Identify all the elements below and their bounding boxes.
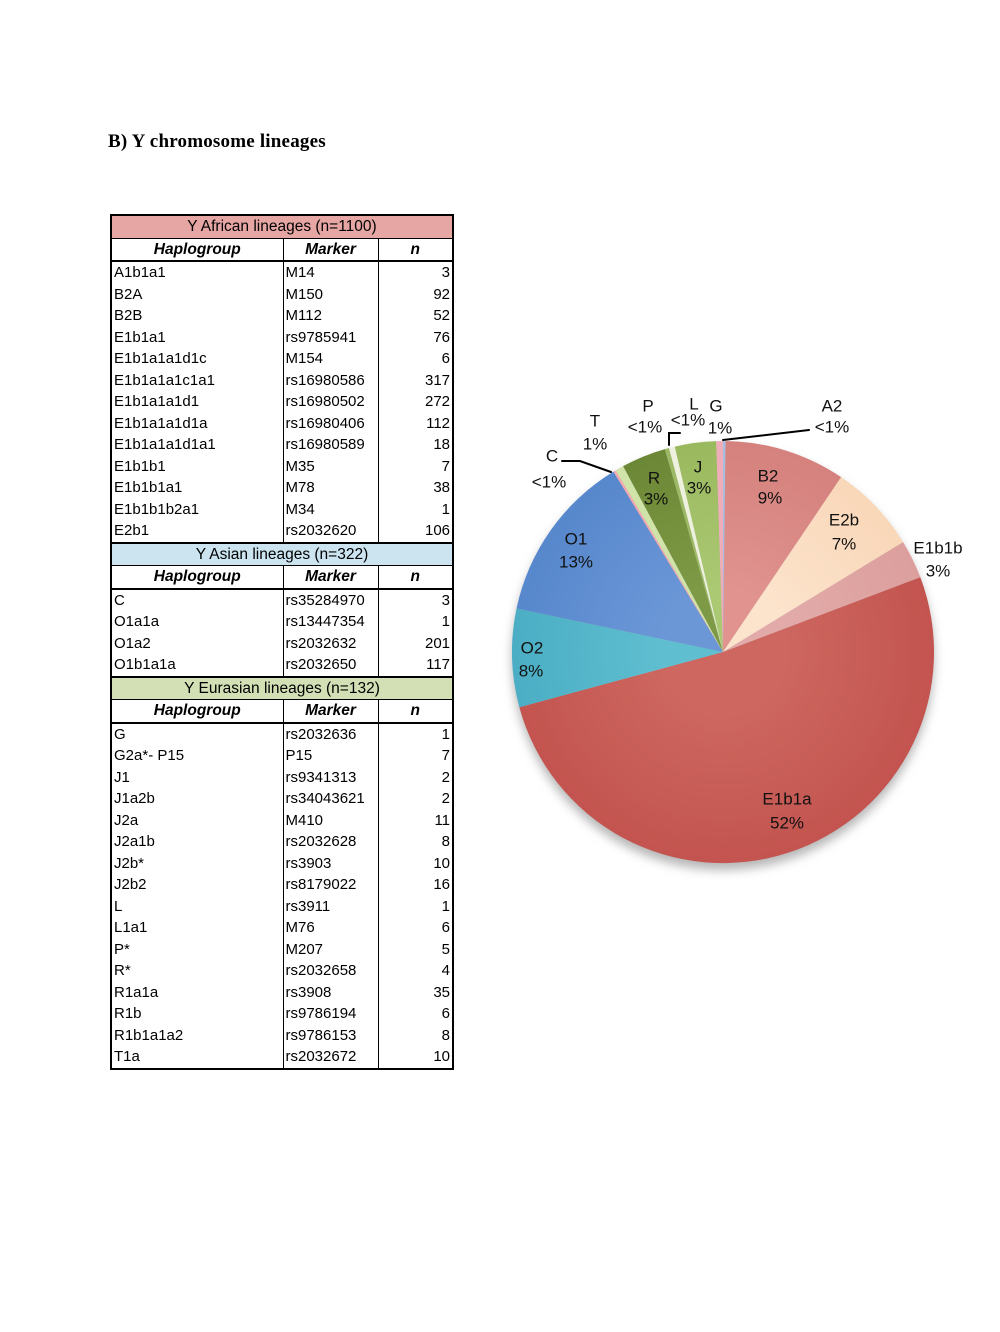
pie-label-C: C [545,446,559,466]
lineage-tables-container [110,214,452,1070]
n-cell: 1 [378,499,453,521]
n-cell: 10 [378,853,453,875]
haplogroup-cell: J2b* [111,853,283,875]
n-cell: 2 [378,788,453,810]
haplogroup-cell: A1b1a1 [111,261,283,284]
marker-cell: rs16980589 [283,434,378,456]
column-header-haplogroup: Haplogroup [111,700,283,723]
table-row [111,589,453,612]
marker-cell: rs3903 [283,853,378,875]
pie-pct-C: <1% [531,472,567,492]
haplogroup-cell: R* [111,960,283,982]
haplogroup-cell: E1b1b1b2a1 [111,499,283,521]
marker-cell: rs2032658 [283,960,378,982]
marker-cell: M14 [283,261,378,284]
marker-cell: rs3911 [283,896,378,918]
n-cell: 201 [378,633,453,655]
marker-cell: rs2032650 [283,654,378,677]
pie-label-L: L [689,394,699,414]
pie-label-T: T [589,411,601,431]
section-header-2: Y Eurasian lineages (n=132) [111,677,453,700]
column-header-haplogroup: Haplogroup [111,238,283,261]
pie-label-G: G [709,396,723,416]
haplogroup-cell: J1a2b [111,788,283,810]
marker-cell: M150 [283,284,378,306]
leader-line-L [669,433,680,445]
n-cell: 18 [378,434,453,456]
n-cell: 35 [378,982,453,1004]
n-cell: 272 [378,391,453,413]
marker-cell: M76 [283,917,378,939]
marker-cell: rs2032620 [283,520,378,543]
column-header-marker: Marker [283,700,378,723]
table-row [111,1046,453,1069]
n-cell: 6 [378,1003,453,1025]
n-cell: 38 [378,477,453,499]
haplogroup-cell: E1b1a1 [111,327,283,349]
haplogroup-cell: T1a [111,1046,283,1069]
marker-cell: rs13447354 [283,611,378,633]
table-row [111,767,453,789]
pie-pct-A2: <1% [814,417,850,437]
haplogroup-cell: O1b1a1a [111,654,283,677]
pie-label-R: R [647,468,661,488]
table-row [111,896,453,918]
haplogroup-cell: L1a1 [111,917,283,939]
haplogroup-cell: G [111,723,283,746]
haplogroup-cell: E1b1a1a1d1c [111,348,283,370]
marker-cell: rs2032628 [283,831,378,853]
pie-pct-E2b: 7% [831,534,857,554]
haplogroup-cell: E1b1b1 [111,456,283,478]
haplogroup-cell: O1a2 [111,633,283,655]
n-cell: 1 [378,611,453,633]
marker-cell: rs2032632 [283,633,378,655]
table-row [111,413,453,435]
table-row [111,831,453,853]
n-cell: 1 [378,896,453,918]
haplogroup-cell: C [111,589,283,612]
haplogroup-cell: E1b1a1a1d1a1 [111,434,283,456]
table-row [111,960,453,982]
marker-cell: M410 [283,810,378,832]
lineage-table [110,214,454,1070]
marker-cell: rs9341313 [283,767,378,789]
table-row [111,745,453,767]
column-header-n: n [378,700,453,723]
pie-pct-R: 3% [643,489,669,509]
pie-label-O1: O1 [564,529,588,549]
table-row [111,939,453,961]
pie-pct-T: 1% [582,434,608,454]
pie-pct-O1: 13% [558,552,594,572]
haplogroup-cell: R1b [111,1003,283,1025]
pie-pct-E1b1b: 3% [925,561,951,581]
table-row [111,633,453,655]
n-cell: 16 [378,874,453,896]
n-cell: 11 [378,810,453,832]
table-row [111,434,453,456]
haplogroup-cell: E2b1 [111,520,283,543]
haplogroup-cell: G2a*- P15 [111,745,283,767]
haplogroup-cell: E1b1a1a1c1a1 [111,370,283,392]
table-row [111,391,453,413]
haplogroup-cell: L [111,896,283,918]
pie-pct-P: <1% [627,417,663,437]
n-cell: 10 [378,1046,453,1069]
haplogroup-cell: J2a [111,810,283,832]
n-cell: 5 [378,939,453,961]
table-row [111,284,453,306]
n-cell: 52 [378,305,453,327]
table-row [111,1003,453,1025]
pie-pct-O2: 8% [518,661,544,681]
haplogroup-cell: B2A [111,284,283,306]
n-cell: 106 [378,520,453,543]
n-cell: 4 [378,960,453,982]
n-cell: 117 [378,654,453,677]
marker-cell: P15 [283,745,378,767]
n-cell: 1 [378,723,453,746]
marker-cell: rs9785941 [283,327,378,349]
table-row [111,348,453,370]
marker-cell: M154 [283,348,378,370]
haplogroup-cell: J2a1b [111,831,283,853]
table-row [111,520,453,543]
n-cell: 8 [378,1025,453,1047]
table-row [111,456,453,478]
pie-pct-L: <1% [670,410,706,430]
pie-label-J: J [693,457,703,477]
marker-cell: rs2032636 [283,723,378,746]
haplogroup-cell: B2B [111,305,283,327]
n-cell: 92 [378,284,453,306]
pie-label-A2: A2 [821,396,843,416]
marker-cell: rs16980502 [283,391,378,413]
n-cell: 76 [378,327,453,349]
pie-pct-E1b1a: 52% [769,813,805,833]
figure-title: B) Y chromosome lineages [108,131,326,152]
pie-slices-group [512,441,934,863]
pie-label-B2: B2 [757,466,779,486]
marker-cell: rs9786153 [283,1025,378,1047]
n-cell: 6 [378,348,453,370]
table-row [111,810,453,832]
table-row [111,917,453,939]
column-header-marker: Marker [283,238,378,261]
section-header-1: Y Asian lineages (n=322) [111,543,453,566]
table-row [111,261,453,284]
n-cell: 317 [378,370,453,392]
marker-cell: rs3908 [283,982,378,1004]
leader-line-A2 [723,430,809,440]
table-row [111,874,453,896]
marker-cell: rs2032672 [283,1046,378,1069]
n-cell: 6 [378,917,453,939]
table-row [111,654,453,677]
marker-cell: rs9786194 [283,1003,378,1025]
n-cell: 3 [378,261,453,284]
pie-label-O2: O2 [520,638,544,658]
haplogroup-pie-chart [440,380,1000,920]
marker-cell: M207 [283,939,378,961]
table-row [111,611,453,633]
column-header-haplogroup: Haplogroup [111,566,283,589]
marker-cell: M35 [283,456,378,478]
marker-cell: M78 [283,477,378,499]
n-cell: 8 [378,831,453,853]
table-row [111,370,453,392]
marker-cell: rs34043621 [283,788,378,810]
pie-label-E1b1b: E1b1b [913,538,963,558]
table-row [111,305,453,327]
haplogroup-cell: J1 [111,767,283,789]
marker-cell: rs16980406 [283,413,378,435]
table-row [111,477,453,499]
table-row [111,723,453,746]
n-cell: 7 [378,456,453,478]
column-header-marker: Marker [283,566,378,589]
pie-label-P: P [642,396,654,416]
n-cell: 3 [378,589,453,612]
pie-pct-G: 1% [707,418,733,438]
section-header-0: Y African lineages (n=1100) [111,215,453,238]
table-row [111,327,453,349]
n-cell: 112 [378,413,453,435]
table-row [111,499,453,521]
haplogroup-cell: R1b1a1a2 [111,1025,283,1047]
column-header-n: n [378,238,453,261]
haplogroup-cell: E1b1b1a1 [111,477,283,499]
haplogroup-cell: P* [111,939,283,961]
table-row [111,1025,453,1047]
marker-cell: rs8179022 [283,874,378,896]
pie-pct-J: 3% [686,478,712,498]
haplogroup-cell: E1b1a1a1d1a [111,413,283,435]
haplogroup-cell: E1b1a1a1d1 [111,391,283,413]
leader-line-C [562,461,611,472]
marker-cell: M34 [283,499,378,521]
marker-cell: M112 [283,305,378,327]
table-row [111,788,453,810]
pie-label-E1b1a: E1b1a [762,789,812,809]
n-cell: 2 [378,767,453,789]
pie-label-E2b: E2b [828,510,860,530]
marker-cell: rs16980586 [283,370,378,392]
haplogroup-cell: J2b2 [111,874,283,896]
table-row [111,853,453,875]
haplogroup-cell: O1a1a [111,611,283,633]
pie-pct-B2: 9% [757,488,783,508]
table-row [111,982,453,1004]
marker-cell: rs35284970 [283,589,378,612]
n-cell: 7 [378,745,453,767]
haplogroup-cell: R1a1a [111,982,283,1004]
column-header-n: n [378,566,453,589]
